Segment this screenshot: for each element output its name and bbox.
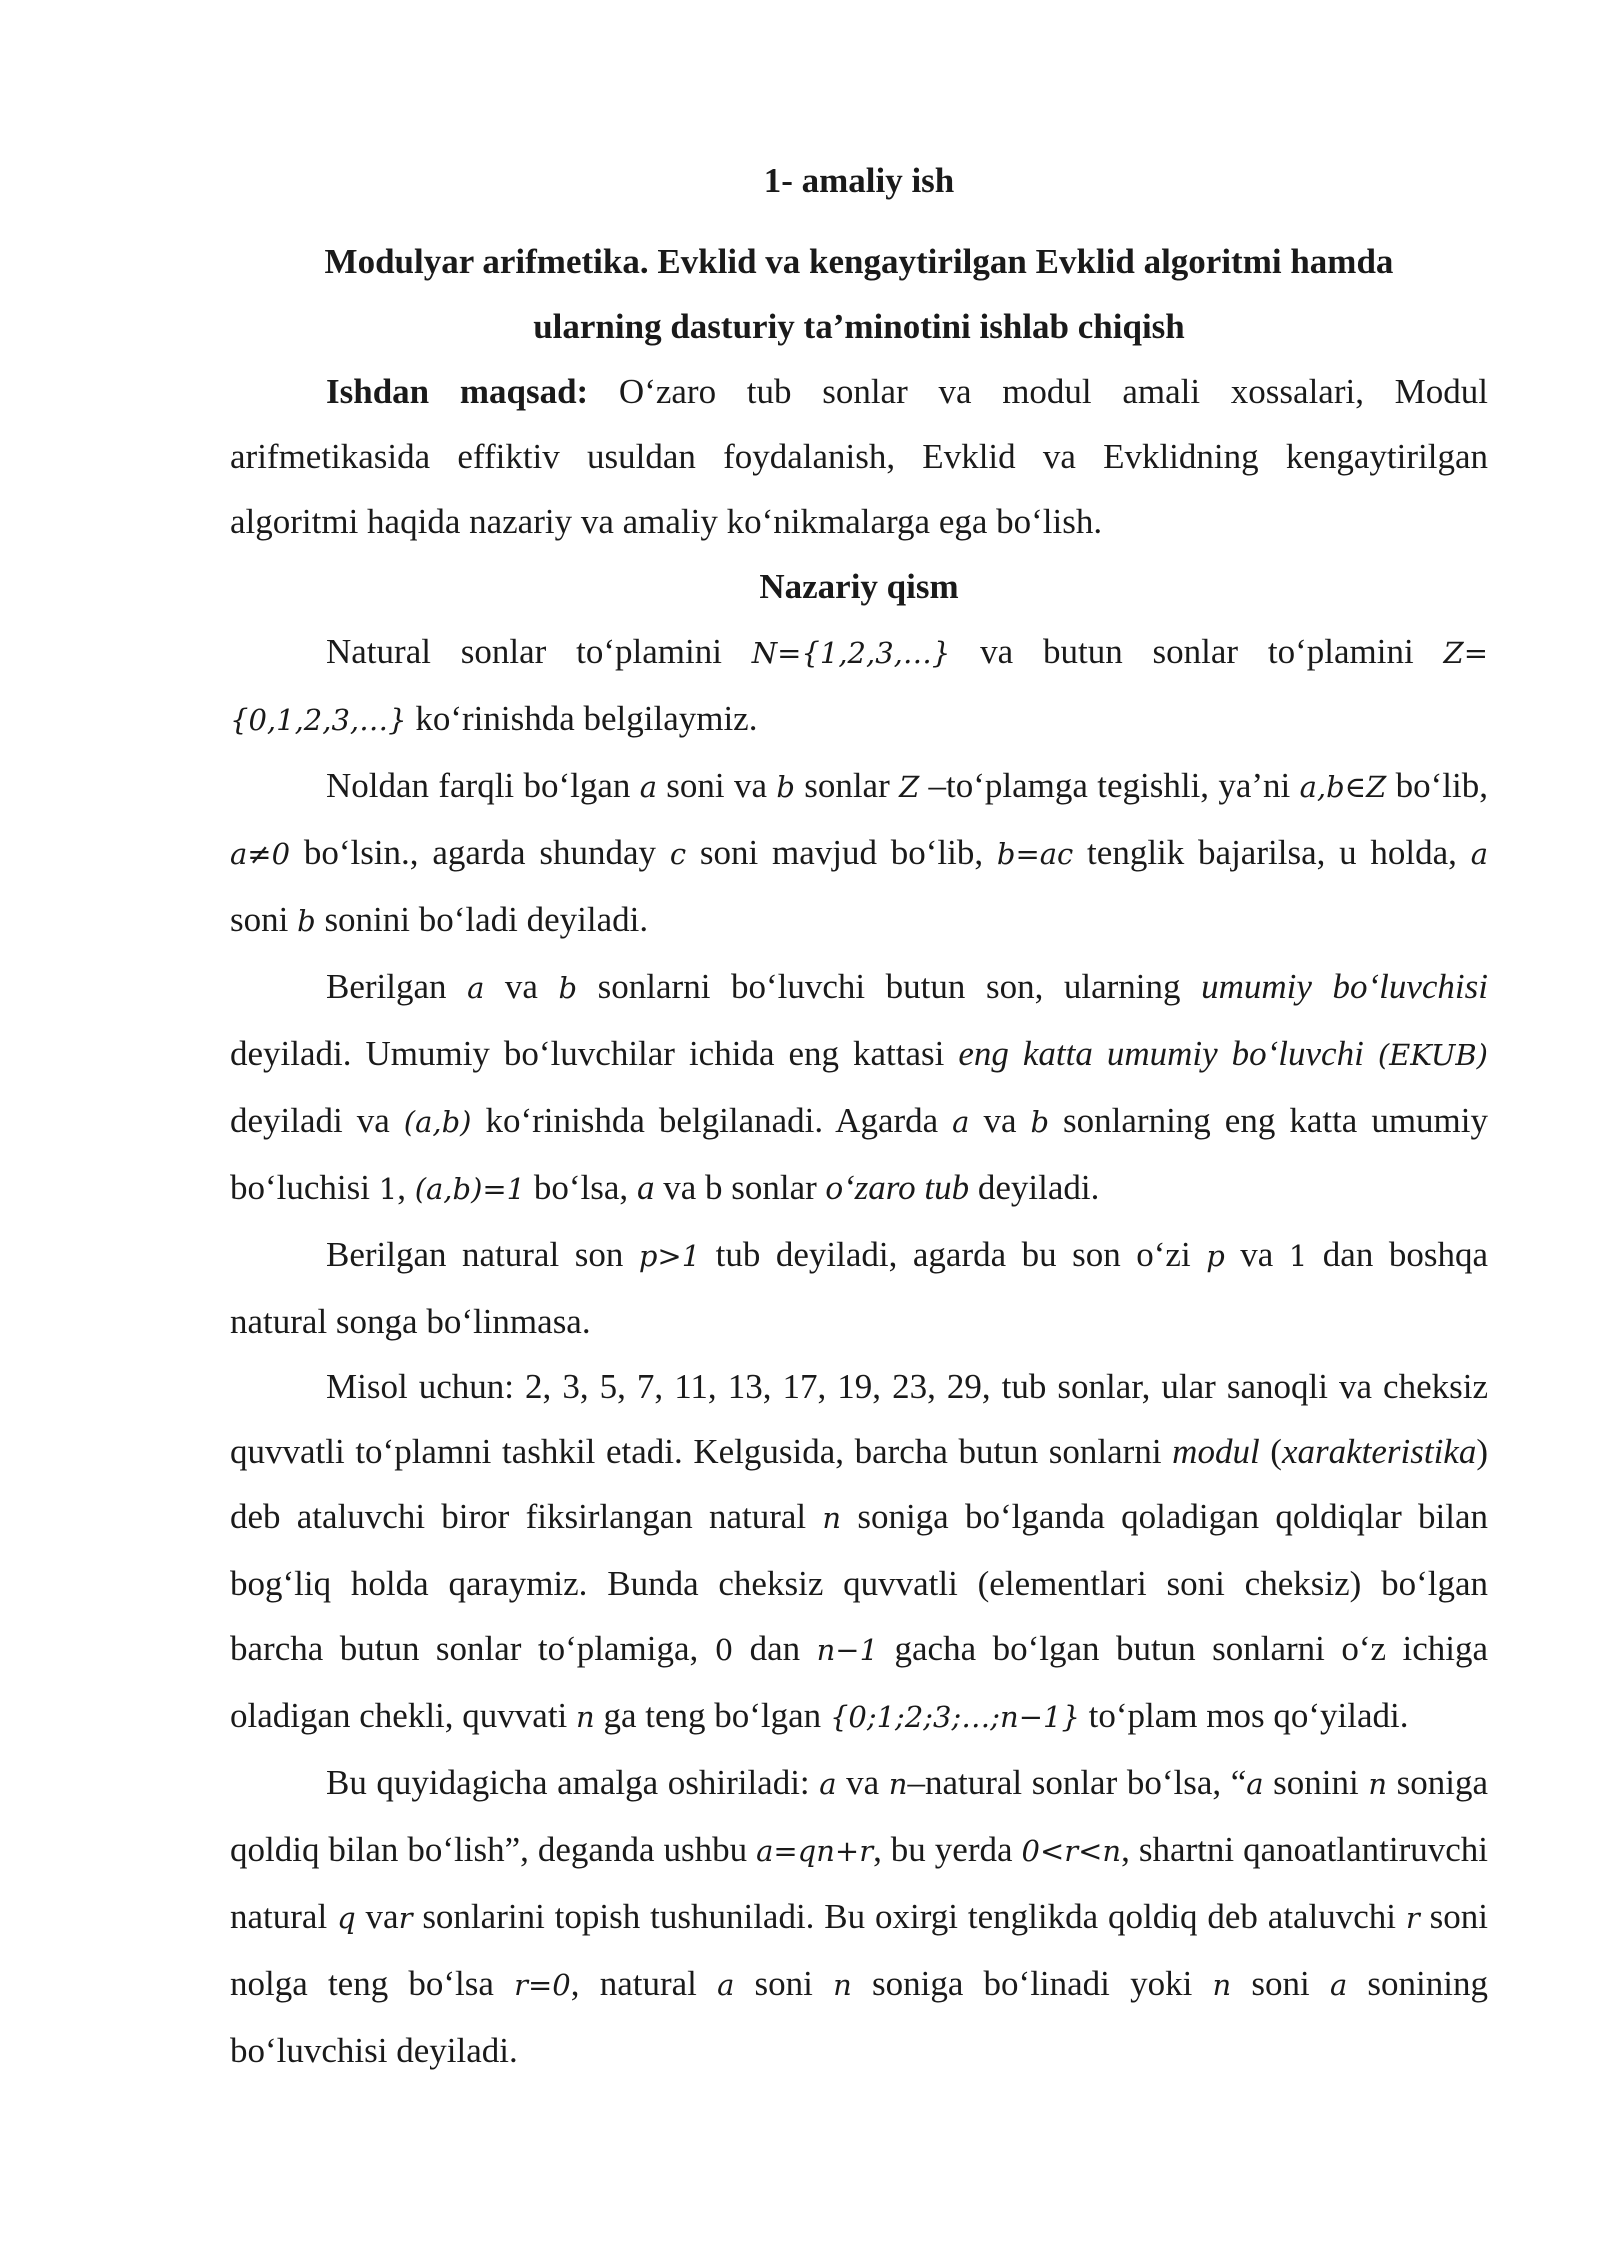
section-title: Nazariy qism <box>759 567 959 606</box>
text: tub deyiladi, agarda bu son o‘zi <box>700 1235 1207 1274</box>
text: sonini bo‘ladi deyiladi. <box>315 900 649 939</box>
paragraph-gcd: Berilgan a va b sonlarni bo‘luvchi butun son, ularning umumiy bo‘luvchisi deyiladi. Umumiy bo‘luvchilar ichida eng kattasi eng katta umumiy bo‘luvchi (EKUB) deyiladi va (a,b) ko‘rinishda belgilanadi. Agarda a va b sonlarning eng katta umumiy bo‘luchisi 1, (a,b)=1 bo‘lsa, a va b sonlar o‘zaro tub deyiladi. <box>230 967 1489 1207</box>
text: soni va <box>656 766 777 805</box>
text: soniga qoldiq bilan bo‘lish”, deganda ushbu <box>230 1763 1488 1869</box>
text: va <box>355 1897 399 1936</box>
text: Natural sonlar to‘plamini <box>326 632 752 671</box>
math-var: n <box>1212 1968 1232 2002</box>
text: ga teng bo‘lgan <box>594 1696 830 1735</box>
text: ) deb ataluvchi biror fiksirlangan natural <box>230 1432 1488 1536</box>
math-var: a <box>819 1767 837 1801</box>
text: soniga bo‘lganda qoladigan qoldiqlar bilan bog‘liq holda qaraymiz. Bunda cheksiz quvvatli (elementlari soni cheksiz) bo‘lgan barcha butun sonlar to‘plamiga, <box>230 1497 1488 1668</box>
text: Bu quyidagicha amalga oshiriladi: <box>326 1763 820 1802</box>
math-var: n <box>888 1767 908 1801</box>
math-number: 1 <box>378 1172 398 1206</box>
math-var: a <box>717 1968 735 2002</box>
math-var: a <box>639 770 657 804</box>
math-expr: b=ac <box>996 837 1074 871</box>
math-expr: a≠0 <box>230 837 291 871</box>
math-var: n <box>576 1700 595 1734</box>
text: soni <box>1231 1964 1330 2003</box>
math-var: c <box>669 837 687 871</box>
math-var: p <box>1206 1239 1225 1273</box>
term: modul <box>1172 1432 1260 1471</box>
text: –to‘plamga tegishli, ya’ni <box>919 766 1300 805</box>
math-var: b <box>297 904 316 938</box>
math-var: n <box>1368 1767 1388 1801</box>
text: soni mavjud bo‘lib, <box>686 833 997 872</box>
text: deyiladi va <box>230 1101 404 1140</box>
text: soniga bo‘linadi yoki <box>851 1964 1213 2003</box>
math-var: n <box>822 1501 842 1535</box>
text: , natural <box>570 1964 718 2003</box>
math-expr: r=0 <box>514 1968 571 2002</box>
text: va butun sonlar to‘plamini <box>950 632 1444 671</box>
text: sonlarning eng katta umumiy bo‘luchisi <box>230 1101 1489 1207</box>
paragraph-prime <box>230 1222 1488 1354</box>
math-var: r <box>398 1901 413 1935</box>
text: ko‘rinishda belgilaymiz. <box>406 699 758 738</box>
math-var: Z <box>899 770 920 804</box>
text: Berilgan natural son <box>326 1235 639 1274</box>
page-title: 1- amaliy ish <box>763 161 955 200</box>
text: deyiladi. Umumiy bo‘luvchilar ichida eng kattasi <box>230 1034 959 1073</box>
text: va <box>836 1763 889 1802</box>
math-expr: (a,b) <box>403 1105 472 1139</box>
aim-label: Ishdan maqsad: <box>326 372 589 411</box>
math-number: 1 <box>1288 1239 1308 1273</box>
text: sonining bo‘luvchisi deyiladi. <box>230 1964 1488 2070</box>
text: va <box>1224 1235 1289 1274</box>
aim-text: O‘zaro tub sonlar va modul amali xossalari, Modul arifmetikasida effiktiv usuldan foydalanish, Evklid va Evklidning kengaytirilgan algoritmi haqida nazariy va amaliy ko‘nikmalarga ega bo‘lish. <box>230 372 1489 541</box>
text: sonlar <box>794 766 900 805</box>
term: a <box>636 1168 655 1207</box>
math-var: a <box>467 971 485 1005</box>
text: tenglik bajarilsa, u holda, <box>1073 833 1471 872</box>
text: va <box>484 967 559 1006</box>
text: bo‘lsa, <box>525 1168 637 1207</box>
text: gacha bo‘lgan butun sonlarni o‘z ichiga oladigan chekli, quvvati <box>230 1629 1488 1735</box>
math-var: q <box>337 1901 356 1935</box>
term: xarakteristika <box>1281 1432 1477 1471</box>
paragraph-modulus <box>230 1354 1488 1750</box>
math-number: 0 <box>714 1633 734 1667</box>
paragraph-divisibility <box>230 753 1488 954</box>
term: eng katta umumiy bo‘luvchi <box>958 1034 1364 1073</box>
text: soni <box>734 1964 834 2003</box>
term: o‘zaro tub <box>825 1168 970 1207</box>
math-expr: n−1 <box>816 1633 879 1667</box>
text: soni <box>230 900 298 939</box>
math-expr: (a,b)=1 <box>414 1172 526 1206</box>
term: umumiy bo‘luvchisi <box>1201 967 1488 1006</box>
aim-paragraph <box>230 359 1488 554</box>
math-expr: {0;1;2;3;…;n−1} <box>829 1700 1080 1734</box>
text: sonlarni bo‘luvchi butun son, ularning <box>577 967 1202 1006</box>
paragraph-division-remainder <box>230 1750 1488 2083</box>
text: deyiladi. <box>969 1168 1100 1207</box>
math-expr: a=qn+r <box>756 1834 874 1868</box>
text: va <box>969 1101 1031 1140</box>
text: Noldan farqli bo‘lgan <box>326 766 640 805</box>
math-var: b <box>558 971 578 1005</box>
math-var: a <box>952 1105 970 1139</box>
text: ko‘rinishda belgilanadi. Agarda <box>471 1101 953 1140</box>
text: to‘plam mos qo‘yiladi. <box>1079 1696 1409 1735</box>
math-expr: 0<r<n <box>1021 1834 1122 1868</box>
text: dan <box>733 1629 817 1668</box>
document-body <box>230 148 1488 2083</box>
math-var: a <box>1470 837 1488 871</box>
math-n-set: N={1,2,3,…} <box>751 636 951 670</box>
subtitle-line-1: Modulyar arifmetika. Evklid va kengaytirilgan Evklid algoritmi hamda <box>324 242 1394 281</box>
text: dan boshqa natural songa bo‘linmasa. <box>230 1235 1488 1341</box>
text: , bu yerda <box>873 1830 1022 1869</box>
text: Berilgan <box>326 967 468 1006</box>
paragraph-sets <box>230 619 1488 753</box>
math-var: a <box>1246 1767 1264 1801</box>
math-var: n <box>833 1968 852 2002</box>
subtitle-line-2: ularning dasturiy ta’minotini ishlab chiqish <box>533 307 1185 346</box>
math-var: b <box>1030 1105 1050 1139</box>
math-z-set: Z={0,1,2,3,…} <box>230 636 1488 737</box>
text: –natural sonlar bo‘lsa, “ <box>907 1763 1247 1802</box>
math-expr: a,b∈Z <box>1299 770 1387 804</box>
math-expr: (EKUB) <box>1377 1038 1488 1072</box>
text: Misol uchun: 2, 3, 5, 7, 11, 13, 17, 19, 23, 29, tub sonlar, ular sanoqli va cheksiz quvvatli to‘plamni tashkil etadi. Kelgusida, barcha butun sonlarni <box>230 1367 1488 1471</box>
math-var: a <box>1329 1968 1348 2002</box>
math-expr: p>1 <box>638 1239 701 1273</box>
text: , shartni qanoatlantiruvchi natural <box>230 1830 1488 1936</box>
text: sonlarini topish tushuniladi. Bu oxirgi tenglikda qoldiq deb ataluvchi <box>412 1897 1406 1936</box>
math-var: b <box>776 770 795 804</box>
text: bo‘lib, <box>1386 766 1488 805</box>
text: sonini <box>1263 1763 1369 1802</box>
text: soni nolga teng bo‘lsa <box>230 1897 1488 2003</box>
text: bo‘lsin., agarda shunday <box>290 833 670 872</box>
math-var: r <box>1405 1901 1420 1935</box>
text: va b sonlar <box>654 1168 826 1207</box>
text: ( <box>1259 1432 1282 1471</box>
